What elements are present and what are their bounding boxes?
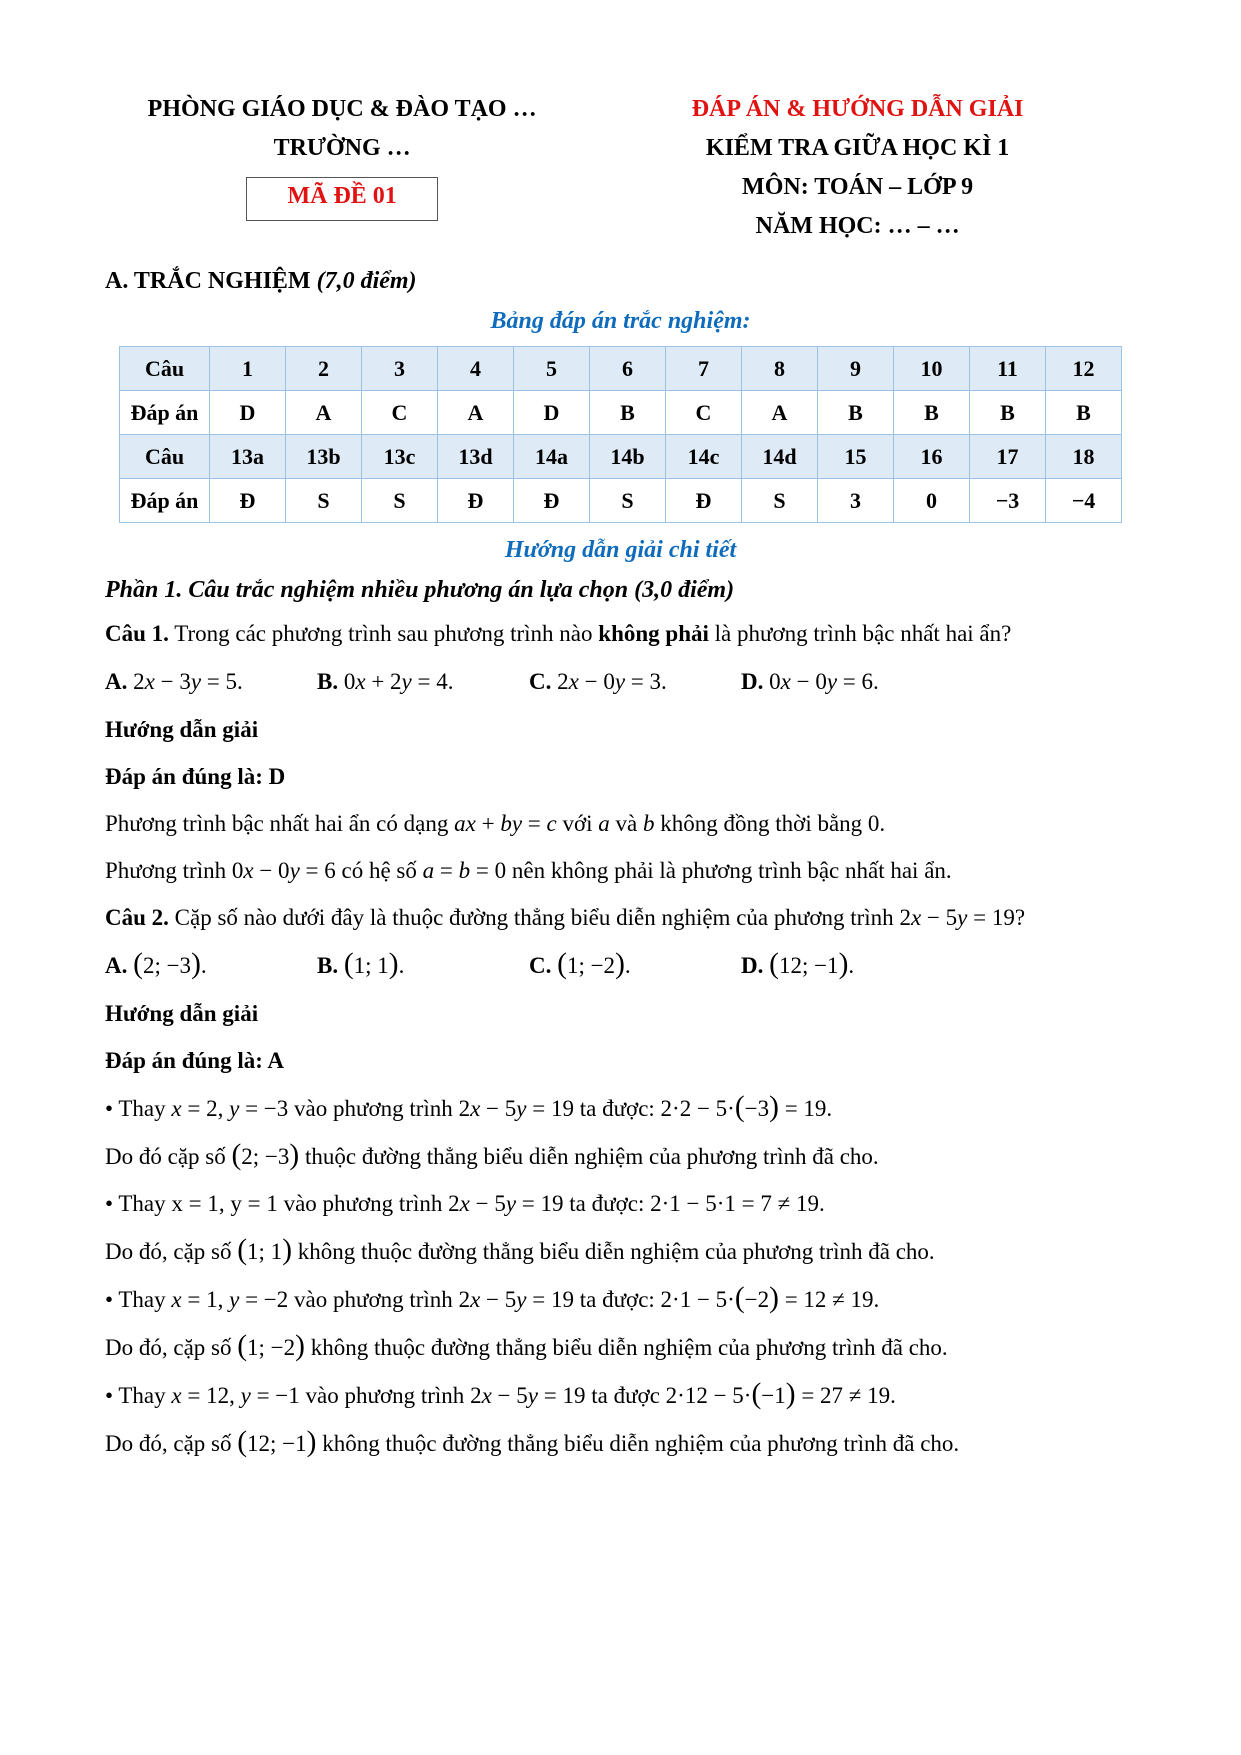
- answer-table-cell: D: [210, 391, 286, 435]
- q1-stem: [105, 619, 1136, 649]
- answer-table-cell: 9: [818, 347, 894, 391]
- document-header: [105, 96, 1136, 252]
- answer-table-cell: 14b: [590, 435, 666, 479]
- q2-solution-line: [105, 1141, 1136, 1172]
- text-run: không thuộc đường thẳng biểu diễn nghiệm của phương trình đã cho.: [304, 1335, 948, 1360]
- answer-table-cell: 13b: [286, 435, 362, 479]
- text-run: vào phương trình: [288, 1287, 459, 1312]
- q2-option-d: [741, 950, 854, 982]
- answer-table-row: [120, 347, 1122, 391]
- text-run: Trong các phương trình sau phương trình nào: [168, 621, 599, 646]
- text-run: có hệ số: [335, 858, 423, 883]
- answer-table-body: [120, 347, 1122, 523]
- q2-solution-line: [105, 1236, 1136, 1267]
- answer-table-cell: B: [590, 391, 666, 435]
- text-run: thuộc đường thẳng biểu diễn nghiệm của phương trình đã cho.: [299, 1144, 879, 1169]
- answer-table-label-cell: Đáp án: [120, 391, 210, 435]
- text-run: Do đó, cặp số: [105, 1431, 238, 1456]
- answer-table-cell: 13c: [362, 435, 438, 479]
- text-run: D.: [741, 669, 764, 694]
- answer-table-cell: 1: [210, 347, 286, 391]
- answer-table-label-cell: Câu: [120, 347, 210, 391]
- text-run: A.: [105, 669, 128, 694]
- text-run: a = b = 0: [422, 858, 507, 883]
- answer-table-cell: 17: [970, 435, 1046, 479]
- q2-option-c: [529, 950, 741, 982]
- text-run: không phải: [598, 621, 709, 646]
- text-run: ta được:: [573, 1287, 661, 1312]
- q1-option-a: [105, 666, 317, 698]
- text-run: (12; −1): [237, 1426, 317, 1458]
- exam-code-box: [246, 177, 438, 221]
- q2-option-b: [317, 950, 529, 982]
- text-run: 2x − 3y = 5.: [133, 669, 243, 694]
- q1-option-b: [317, 666, 529, 698]
- answer-table-cell: D: [514, 391, 590, 435]
- answer-table-cell: Đ: [666, 479, 742, 523]
- text-run: 2·1 − 5·(−2) = 12 ≠ 19.: [660, 1282, 880, 1314]
- department-line: PHÒNG GIÁO DỤC & ĐÀO TẠO …: [147, 96, 537, 122]
- answer-table-cell: Đ: [210, 479, 286, 523]
- text-run: (1; −2).: [557, 948, 631, 980]
- text-run: 2x − 5y = 19: [470, 1383, 586, 1408]
- q2-guide-label: Hướng dẫn giải: [105, 1001, 259, 1026]
- text-run: B.: [317, 953, 339, 978]
- answer-key-title: ĐÁP ÁN & HƯỚNG DẪN GIẢI: [691, 96, 1024, 122]
- text-run: x = 12, y = −1: [171, 1383, 300, 1408]
- answer-table-cell: 14a: [514, 435, 590, 479]
- text-run: (1; −2): [237, 1330, 305, 1362]
- text-run: A.: [105, 953, 128, 978]
- text-run: Do đó cặp số: [105, 1144, 232, 1169]
- header-left: [105, 96, 579, 252]
- answer-table-cell: C: [362, 391, 438, 435]
- answer-table-cell: 16: [894, 435, 970, 479]
- text-run: 2·12 − 5·(−1) = 27 ≠ 19.: [665, 1378, 896, 1410]
- text-run: và: [609, 811, 644, 836]
- q1-explanation-line: [105, 809, 1136, 839]
- text-run: ta được: [585, 1383, 666, 1408]
- text-run: b: [643, 811, 655, 836]
- answer-table-cell: 3: [362, 347, 438, 391]
- text-run: 2x − 5y = 19: [448, 1191, 564, 1216]
- school-line: TRƯỜNG …: [273, 135, 411, 161]
- q2-solution-line: [105, 1380, 1136, 1411]
- q1-answer-label: Đáp án đúng là: D: [105, 764, 286, 789]
- text-run: (12; −1).: [769, 948, 855, 980]
- answer-table-cell: 2: [286, 347, 362, 391]
- answer-table-caption: Bảng đáp án trắc nghiệm:: [490, 308, 751, 334]
- answer-table-cell: S: [286, 479, 362, 523]
- answer-table-cell: 14d: [742, 435, 818, 479]
- text-run: 0x − 0y = 6.: [769, 669, 879, 694]
- q2-solution-line: [105, 1189, 1136, 1219]
- answer-table-cell: A: [742, 391, 818, 435]
- answer-table-cell: 12: [1046, 347, 1122, 391]
- answer-table-cell: 8: [742, 347, 818, 391]
- q1-guide-label: Hướng dẫn giải: [105, 717, 259, 742]
- text-run: không thuộc đường thẳng biểu diễn nghiệm của phương trình đã cho.: [292, 1239, 935, 1264]
- text-run: x = 2, y = −3: [171, 1096, 289, 1121]
- answer-table-cell: B: [970, 391, 1046, 435]
- text-run: (1; 1): [237, 1234, 292, 1266]
- text-run: • Thay: [105, 1096, 172, 1121]
- answer-table-cell: 6: [590, 347, 666, 391]
- school-year-line: NĂM HỌC: … – …: [755, 213, 960, 239]
- text-run: D.: [741, 953, 764, 978]
- answer-table-cell: 7: [666, 347, 742, 391]
- answer-table-cell: 5: [514, 347, 590, 391]
- answer-table-cell: B: [894, 391, 970, 435]
- q2-solution-line: [105, 1284, 1136, 1315]
- text-run: 2·1 − 5·1 = 7 ≠ 19.: [650, 1191, 825, 1216]
- text-run: Cặp số nào dưới đây là thuộc đường thẳng biểu diễn nghiệm của phương trình: [168, 905, 900, 930]
- answer-table-cell: Đ: [438, 479, 514, 523]
- answer-table-cell: 3: [818, 479, 894, 523]
- exam-code: MÃ ĐỀ 01: [287, 183, 397, 209]
- answer-table-cell: 13a: [210, 435, 286, 479]
- q1-options: [105, 666, 1136, 698]
- answer-table-cell: 15: [818, 435, 894, 479]
- subject-line: MÔN: TOÁN – LỚP 9: [742, 174, 974, 200]
- text-run: không đồng thời bằng 0.: [654, 811, 886, 836]
- text-run: B.: [317, 669, 339, 694]
- answer-table-cell: A: [438, 391, 514, 435]
- answer-table-cell: B: [818, 391, 894, 435]
- section-a-title: [105, 266, 1136, 296]
- q2-options: [105, 950, 1136, 982]
- q1-option-d: [741, 666, 879, 698]
- q2-stem: [105, 903, 1136, 933]
- text-run: a: [598, 811, 610, 836]
- answer-table-row: [120, 479, 1122, 523]
- answer-table-cell: 14c: [666, 435, 742, 479]
- text-run: là phương trình bậc nhất hai ẩn?: [708, 621, 1012, 646]
- answer-table-row: [120, 435, 1122, 479]
- answer-table-cell: S: [742, 479, 818, 523]
- answer-table-cell: 4: [438, 347, 514, 391]
- text-run: 0x − 0y = 6: [231, 858, 336, 883]
- answer-table: [119, 346, 1122, 523]
- q2-solution-line: [105, 1428, 1136, 1459]
- answer-table-cell: −3: [970, 479, 1046, 523]
- text-run: 2x − 5y = 19: [899, 905, 1015, 930]
- answer-table-cell: A: [286, 391, 362, 435]
- text-run: • Thay: [105, 1287, 172, 1312]
- detailed-guide-caption: Hướng dẫn giải chi tiết: [504, 537, 737, 563]
- exam-title: KIỂM TRA GIỮA HỌC KÌ 1: [705, 135, 1010, 161]
- part1-title: Phần 1. Câu trắc nghiệm nhiều phương án lựa chọn (3,0 điểm): [105, 577, 735, 603]
- text-run: Phương trình: [105, 858, 232, 883]
- answer-table-row: [120, 391, 1122, 435]
- answer-table-label-cell: Đáp án: [120, 479, 210, 523]
- answer-table-cell: S: [362, 479, 438, 523]
- text-run: C.: [529, 953, 552, 978]
- text-run: 2x − 5y = 19: [458, 1096, 574, 1121]
- text-run: 2x − 0y = 3.: [557, 669, 667, 694]
- answer-table-cell: 13d: [438, 435, 514, 479]
- text-run: nên không phải là phương trình bậc nhất hai ẩn.: [506, 858, 952, 883]
- text-run: ax + by = c: [454, 811, 557, 836]
- text-run: vào phương trình: [299, 1383, 471, 1408]
- text-run: 2x − 5y = 19: [458, 1287, 574, 1312]
- q2-solution-line: [105, 1332, 1136, 1363]
- text-run: 2·2 − 5·(−3) = 19.: [660, 1091, 833, 1123]
- q2-answer-label: Đáp án đúng là: A: [105, 1048, 284, 1073]
- text-run: ta được:: [573, 1096, 661, 1121]
- answer-table-cell: −4: [1046, 479, 1122, 523]
- answer-table-cell: 0: [894, 479, 970, 523]
- answer-table-cell: 11: [970, 347, 1046, 391]
- answer-table-cell: S: [590, 479, 666, 523]
- text-run: • Thay: [105, 1383, 172, 1408]
- answer-table-cell: B: [1046, 391, 1122, 435]
- text-run: ta được:: [563, 1191, 651, 1216]
- text-run: Do đó, cặp số: [105, 1335, 238, 1360]
- text-run: (2; −3): [231, 1139, 300, 1171]
- answer-table-cell: Đ: [514, 479, 590, 523]
- q2-solution-line: [105, 1093, 1136, 1124]
- text-run: 0x + 2y = 4.: [343, 669, 454, 694]
- answer-table-cell: C: [666, 391, 742, 435]
- text-run: (1; 1).: [343, 948, 405, 980]
- text-run: với: [556, 811, 599, 836]
- section-a-title-text: A. TRẮC NGHIỆM: [105, 268, 311, 294]
- q1-option-c: [529, 666, 741, 698]
- q1-explanation-line: [105, 856, 1136, 886]
- answer-table-label-cell: Câu: [120, 435, 210, 479]
- text-run: (2; −3).: [133, 948, 207, 980]
- text-run: vào phương trình: [288, 1096, 459, 1121]
- answer-table-cell: 10: [894, 347, 970, 391]
- text-run: Do đó, cặp số: [105, 1239, 238, 1264]
- text-run: Phương trình bậc nhất hai ẩn có dạng: [105, 811, 455, 836]
- header-right: [579, 96, 1136, 252]
- text-run: C.: [529, 669, 552, 694]
- text-run: Câu 1.: [105, 621, 169, 646]
- text-run: x = 1, y = −2: [171, 1287, 289, 1312]
- answer-table-cell: 18: [1046, 435, 1122, 479]
- section-a-points: (7,0 điểm): [316, 268, 417, 294]
- text-run: không thuộc đường thẳng biểu diễn nghiệm của phương trình đã cho.: [316, 1431, 960, 1456]
- text-run: ?: [1014, 905, 1026, 930]
- q2-option-a: [105, 950, 317, 982]
- text-run: • Thay x = 1, y = 1 vào phương trình: [105, 1191, 449, 1216]
- text-run: Câu 2.: [105, 905, 169, 930]
